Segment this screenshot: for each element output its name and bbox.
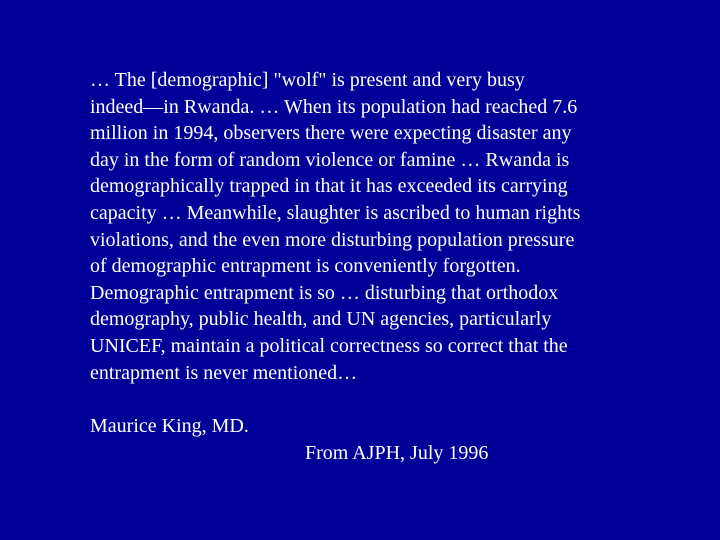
quote-line: million in 1994, observers there were expecting disaster any: [90, 122, 572, 145]
quote-line: indeed—in Rwanda. … When its population had reached 7.6: [90, 95, 578, 118]
quote-line: demography, public health, and UN agencies, particularly: [90, 308, 552, 331]
quote-line: violations, and the even more disturbing population pressure: [90, 228, 575, 251]
quote-source: From AJPH, July 1996: [305, 442, 489, 464]
quote-line: of demographic entrapment is conveniently forgotten.: [90, 255, 521, 278]
quote-line: capacity … Meanwhile, slaughter is ascribed to human rights: [90, 201, 581, 224]
quote-line: Demographic entrapment is so … disturbing that orthodox: [90, 281, 559, 304]
quote-text: [90, 67, 650, 386]
quote-line: entrapment is never mentioned…: [90, 361, 358, 384]
quote-line: UNICEF, maintain a political correctness so correct that the: [90, 334, 568, 357]
quote-line: demographically trapped in that it has exceeded its carrying: [90, 175, 568, 198]
quote-author: Maurice King, MD.: [90, 415, 249, 437]
quote-line: day in the form of random violence or famine … Rwanda is: [90, 148, 570, 171]
quote-line: … The [demographic] "wolf" is present and very busy: [90, 69, 525, 91]
